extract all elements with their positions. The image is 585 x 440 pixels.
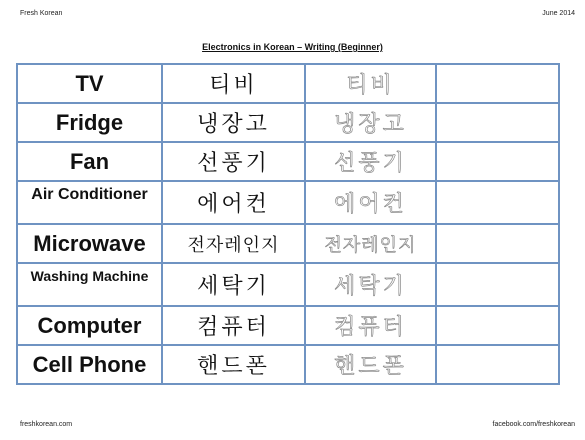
table-row — [17, 263, 559, 306]
table-row — [17, 345, 559, 384]
english-word: Computer — [17, 306, 162, 345]
english-word: Washing Machine — [17, 263, 162, 306]
tracing-word: 선풍기 — [305, 142, 436, 181]
practice-cell — [436, 263, 559, 306]
table-row — [17, 142, 559, 181]
table-row — [17, 64, 559, 103]
korean-word: 컴퓨터 — [162, 306, 305, 345]
vocabulary-table — [16, 63, 560, 385]
practice-cell — [436, 345, 559, 384]
table-row — [17, 103, 559, 142]
practice-cell — [436, 142, 559, 181]
table-row — [17, 306, 559, 345]
korean-word: 티비 — [162, 64, 305, 103]
footer-website-link[interactable]: freshkorean.com — [20, 421, 73, 428]
english-word: Fridge — [17, 103, 162, 142]
tracing-word: 세탁기 — [305, 263, 436, 306]
tracing-word: 컴퓨터 — [305, 306, 436, 345]
korean-word: 핸드폰 — [162, 345, 305, 384]
english-word: Cell Phone — [17, 345, 162, 384]
table-row — [17, 224, 559, 263]
practice-cell — [436, 103, 559, 142]
korean-word: 세탁기 — [162, 263, 305, 306]
english-word: Fan — [17, 142, 162, 181]
table-row — [17, 181, 559, 224]
practice-cell — [436, 64, 559, 103]
header-date: June 2014 — [542, 10, 575, 17]
english-word: TV — [17, 64, 162, 103]
tracing-word: 냉장고 — [305, 103, 436, 142]
korean-word: 냉장고 — [162, 103, 305, 142]
english-word: Microwave — [17, 224, 162, 263]
worksheet-title — [0, 42, 585, 52]
korean-word: 전자레인지 — [162, 224, 305, 263]
practice-cell — [436, 306, 559, 345]
tracing-word: 에어컨 — [305, 181, 436, 224]
korean-word: 에어컨 — [162, 181, 305, 224]
tracing-word: 전자레인지 — [305, 224, 436, 263]
tracing-word: 핸드폰 — [305, 345, 436, 384]
tracing-word: 티비 — [305, 64, 436, 103]
footer-facebook-link[interactable]: facebook.com/freshkorean — [492, 421, 575, 428]
practice-cell — [436, 224, 559, 263]
header-brand: Fresh Korean — [20, 10, 63, 17]
english-word: Air Conditioner — [17, 181, 162, 224]
practice-cell — [436, 181, 559, 224]
korean-word: 선풍기 — [162, 142, 305, 181]
worksheet-title-text: Electronics in Korean – Writing (Beginner) — [202, 42, 383, 52]
